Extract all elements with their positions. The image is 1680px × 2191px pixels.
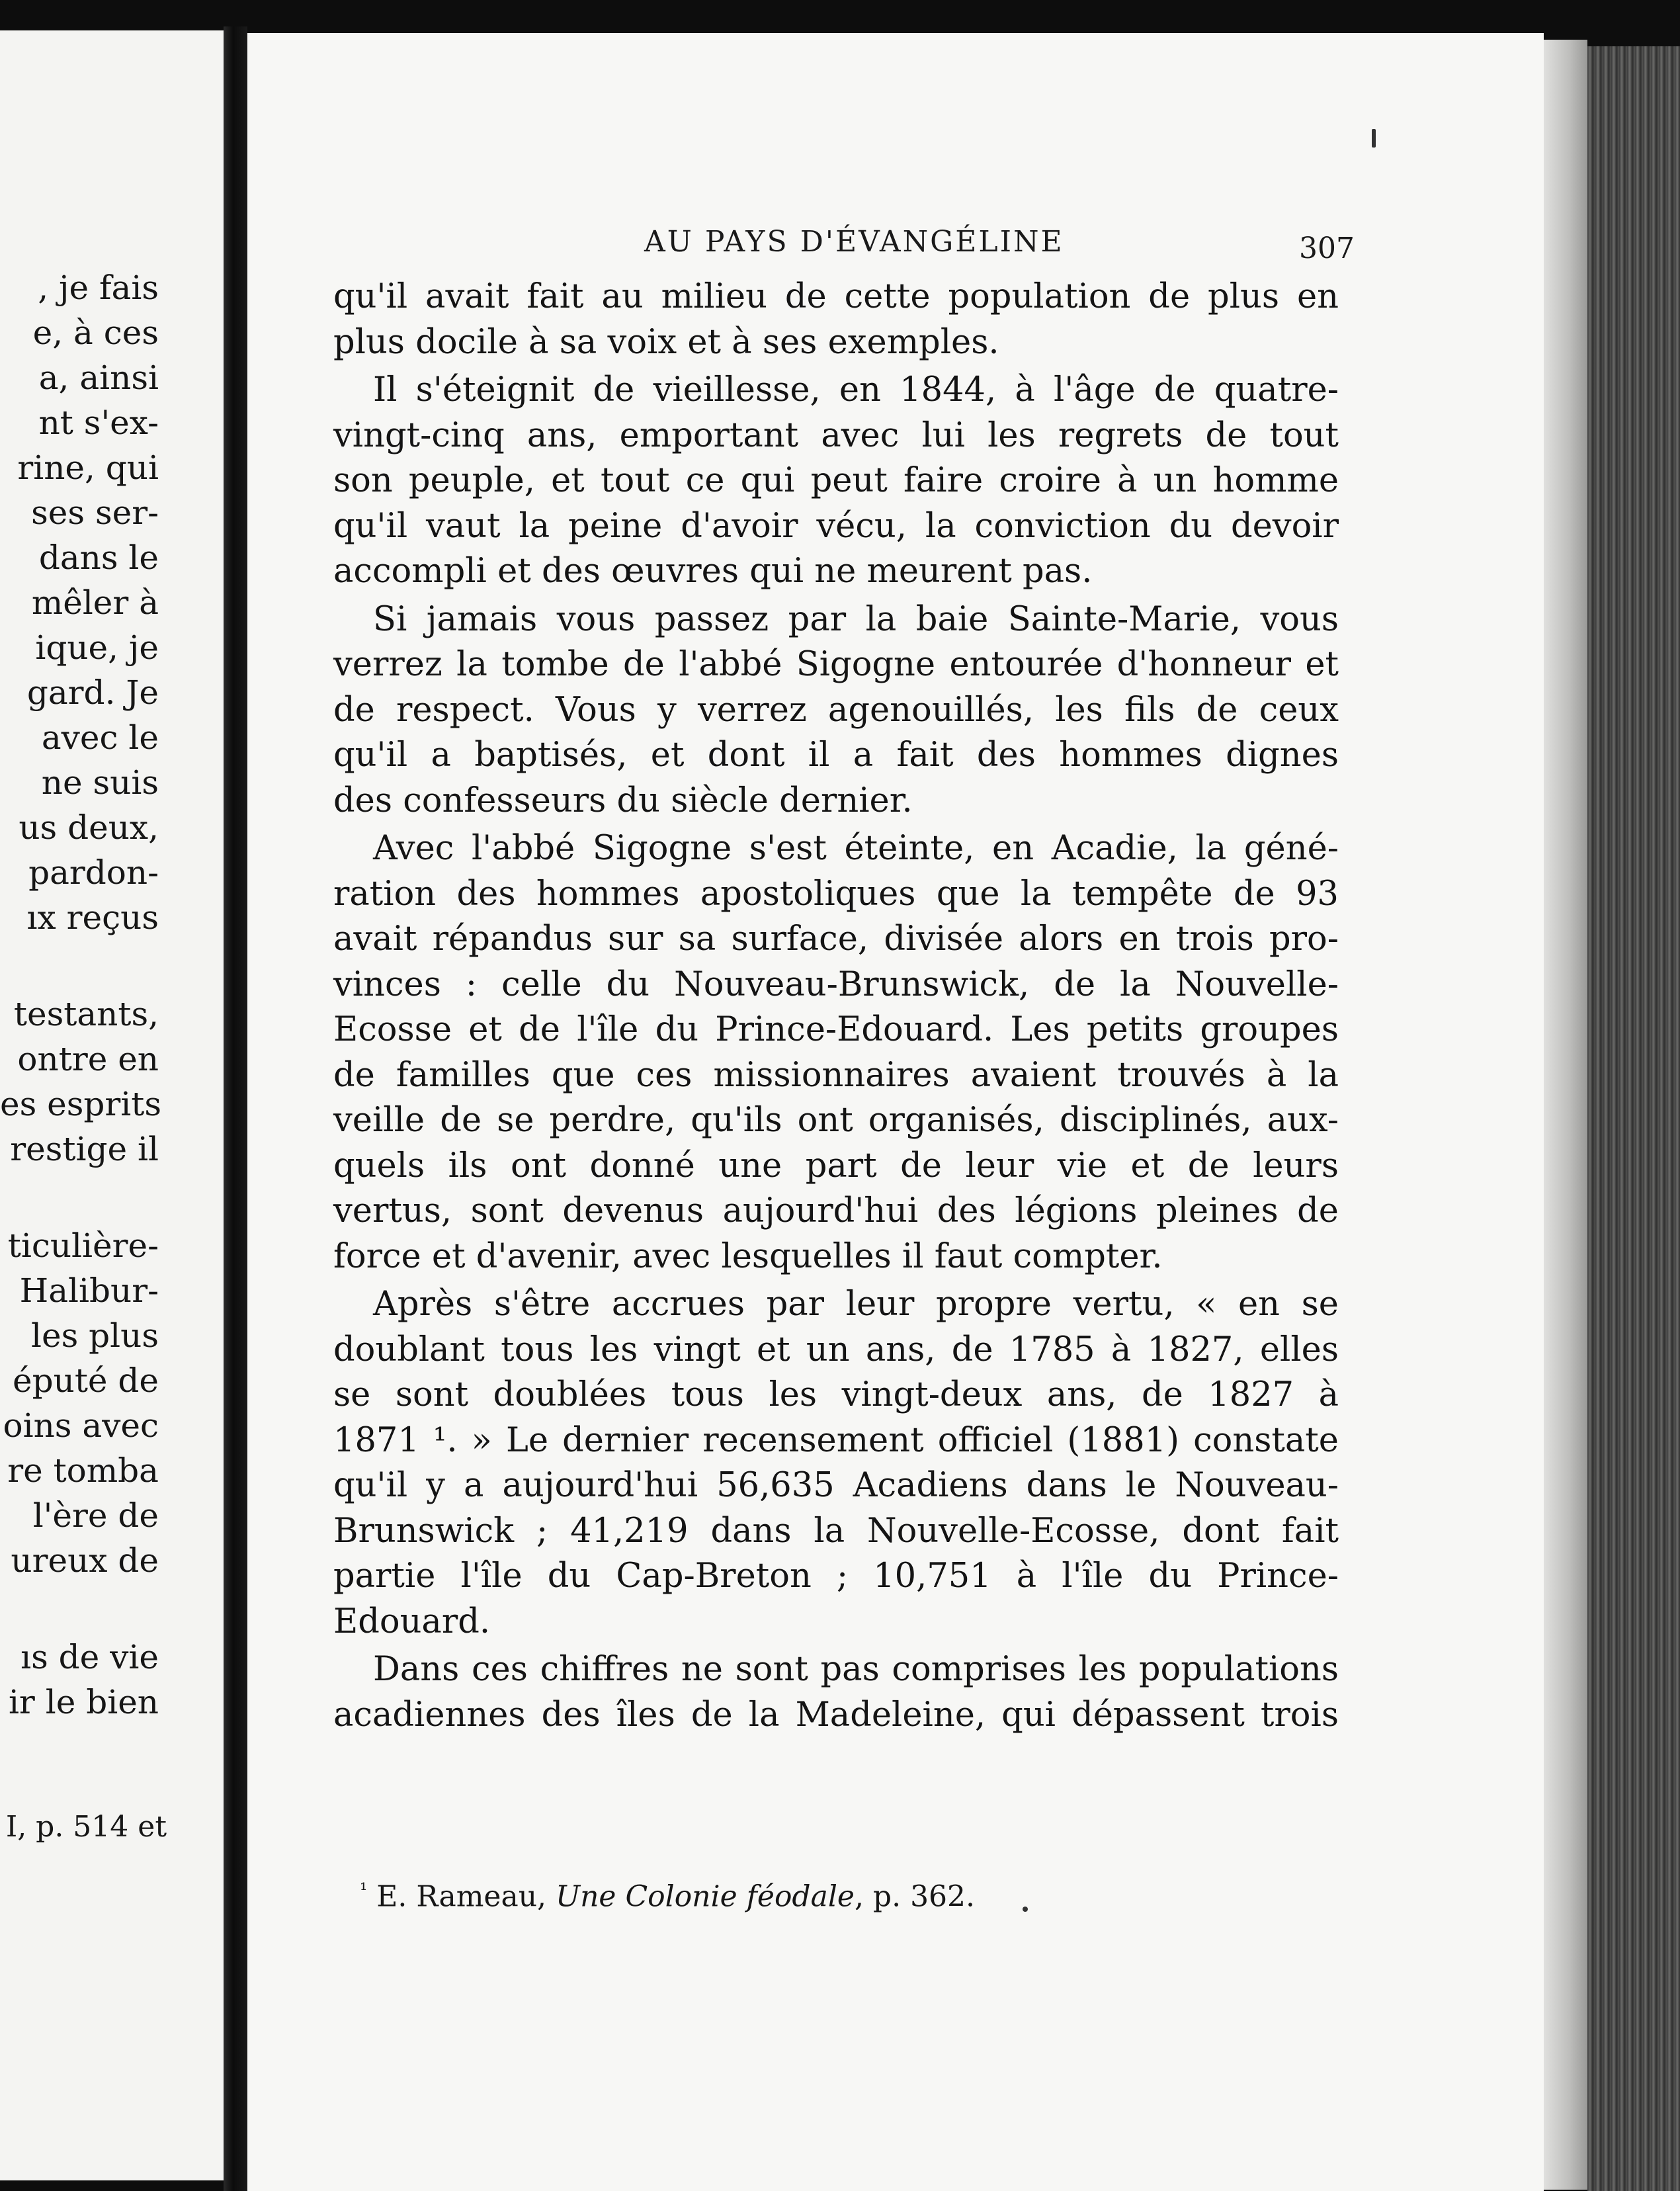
scan-speck [1372, 129, 1376, 148]
text-line: plus docile à sa voix et à ses exemples. [333, 322, 999, 362]
left-page-line: l'ère de [32, 1496, 159, 1535]
left-page-line: avec le [41, 718, 159, 757]
left-page-line: re tomba [7, 1451, 159, 1490]
running-header: AU PAYS D'ÉVANGÉLINE [644, 225, 1064, 259]
text-line: Avec l'abbé Sigogne s'est éteinte, en Acadie, la géné- [373, 829, 1339, 868]
left-page-line: ticulière- [7, 1226, 159, 1265]
left-page-line: es esprits [0, 1085, 162, 1123]
left-page-line [0, 940, 159, 992]
left-page-line: testants, [13, 995, 159, 1033]
text-line: ration des hommes apostoliques que la tempête de 93 [333, 874, 1339, 914]
text-line: Edouard. [333, 1602, 491, 1641]
book-gutter [224, 26, 247, 2191]
left-page-line: ne suis [41, 763, 159, 802]
left-page-line: ıs de vie [21, 1638, 159, 1676]
left-page-line [0, 1583, 159, 1635]
text-line: se sont doublées tous les vingt-deux ans, de 1827 à [333, 1375, 1339, 1414]
body-text [333, 275, 1339, 1738]
left-page-line: nt s'ex- [38, 404, 159, 442]
page-edge [1544, 40, 1587, 2190]
footnote-author: E. Rameau, [376, 1879, 547, 1914]
text-line: qu'il a baptisés, et dont il a fait des hommes dignes [333, 736, 1339, 775]
text-line: vinces : celle du Nouveau-Brunswick, de la Nouvelle- [333, 965, 1339, 1004]
text-line: qu'il y a aujourd'hui 56,635 Acadiens dans le Nouveau- [333, 1466, 1339, 1505]
left-page-line: mêler à [31, 583, 159, 622]
left-page-text [0, 265, 162, 1725]
left-page-line: ontre en [17, 1040, 159, 1078]
text-line: acadiennes des îles de la Madeleine, qui dépassent trois [333, 1695, 1339, 1735]
left-page-line: les plus [31, 1316, 159, 1355]
left-page-line: a, ainsi [38, 359, 159, 397]
text-line: 1871 ¹. » Le dernier recensement officiel (1881) constate [333, 1420, 1339, 1460]
left-page-line: rine, qui [17, 449, 159, 487]
left-page-line [0, 1172, 159, 1223]
left-page-line: gard. Je [26, 673, 159, 712]
left-page-line: ıx reçus [26, 898, 159, 937]
left-page-line: ique, je [35, 628, 159, 667]
text-line: de respect. Vous y verrez agenouillés, les fils de ceux [333, 690, 1339, 730]
left-facing-page [0, 30, 224, 2180]
left-page-line: , je fais [38, 269, 159, 307]
footnote-marker: ¹ [360, 1879, 368, 1901]
text-line: avait répandus sur sa surface, divisée alors en trois pro- [333, 920, 1339, 959]
text-line: veille de se perdre, qu'ils ont organisés, disciplinés, aux- [333, 1101, 1339, 1140]
left-page-line: pardon- [28, 853, 159, 892]
text-line: qu'il avait fait au milieu de cette population de plus en [333, 277, 1339, 316]
left-page-line: us deux, [19, 808, 159, 847]
text-line: Brunswick ; 41,219 dans la Nouvelle-Ecosse, dont fait [333, 1511, 1339, 1551]
text-line: accompli et des œuvres qui ne meurent pas. [333, 552, 1093, 591]
book-edge [1587, 46, 1680, 2191]
text-line: Il s'éteignit de vieillesse, en 1844, à l'âge de quatre- [373, 370, 1339, 409]
text-line: force et d'avenir, avec lesquelles il faut compter. [333, 1236, 1163, 1276]
main-page [247, 33, 1544, 2191]
footnote-title: Une Colonie féodale [556, 1879, 855, 1914]
footnote [360, 1879, 975, 1914]
left-page-line: ses ser- [31, 494, 159, 532]
footnote-page: , p. 362. [854, 1879, 976, 1914]
text-line: son peuple, et tout ce qui peut faire croire à un homme [333, 461, 1339, 500]
text-line: Après s'être accrues par leur propre vertu, « en se [373, 1285, 1339, 1324]
text-line: verrez la tombe de l'abbé Sigogne entourée d'honneur et [333, 645, 1339, 684]
text-line: vingt-cinq ans, emportant avec lui les regrets de tout [333, 415, 1339, 455]
text-line: vertus, sont devenus aujourd'hui des légions pleines de [333, 1191, 1339, 1230]
left-page-line: dans le [38, 538, 159, 577]
left-page-line: ureux de [11, 1541, 159, 1580]
text-line: des confesseurs du siècle dernier. [333, 781, 913, 820]
text-line: doublant tous les vingt et un ans, de 1785 à 1827, elles [333, 1330, 1339, 1369]
text-line: quels ils ont donné une part de leur vie et de leurs [333, 1146, 1339, 1185]
left-page-line: Halibur- [19, 1271, 159, 1310]
scan-speck [1023, 1907, 1028, 1912]
text-line: de familles que ces missionnaires avaient trouvés à la [333, 1055, 1339, 1095]
page-number: 307 [1299, 232, 1355, 265]
left-page-footnote: I, p. 514 et [5, 1810, 167, 1844]
text-line: Ecosse et de l'île du Prince-Edouard. Les petits groupes [333, 1010, 1339, 1049]
text-line: partie l'île du Cap-Breton ; 10,751 à l'île du Prince- [333, 1557, 1339, 1596]
left-page-line: restige il [10, 1130, 159, 1168]
text-line: Dans ces chiffres ne sont pas comprises les populations [373, 1650, 1339, 1689]
text-line: qu'il vaut la peine d'avoir vécu, la conviction du devoir [333, 506, 1339, 546]
left-page-line: oins avec [3, 1406, 159, 1445]
left-page-line: éputé de [13, 1361, 159, 1400]
left-page-line: ir le bien [8, 1683, 159, 1721]
left-page-line: e, à ces [32, 314, 159, 352]
text-line: Si jamais vous passez par la baie Sainte-Marie, vous [373, 599, 1339, 639]
